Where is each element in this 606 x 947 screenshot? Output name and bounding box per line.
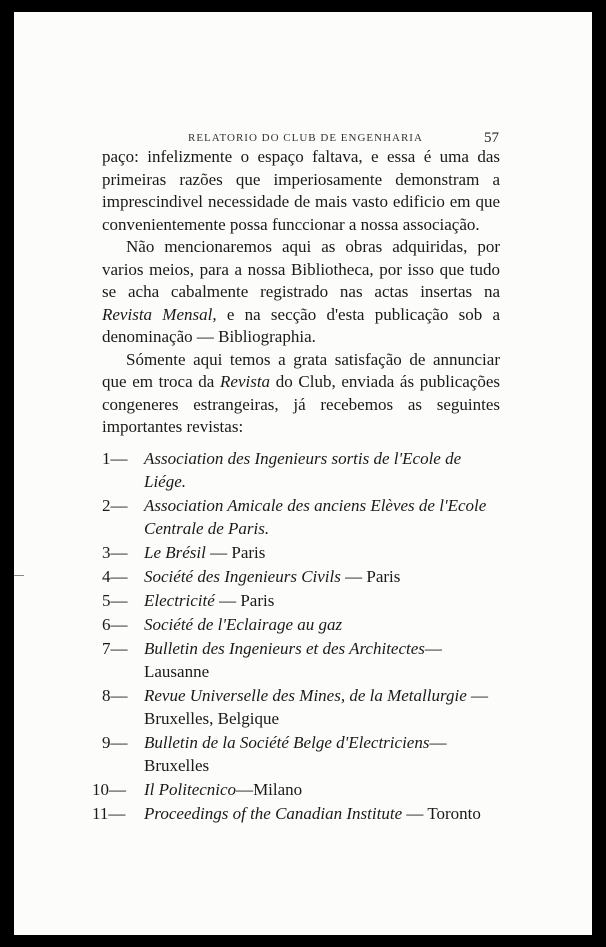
paragraph-2: Não mencionaremos aqui as obras adquiridas, por varios meios, para a nossa Bibliotheca, por isso que tudo se acha cabalmente registrado nas actas insertas na Revista Mensal, e na secção d'esta publicação sob a denominação — Bibliographia. [102,237,500,346]
list-item: 4— Société des Ingenieurs Civils — Paris [102,566,401,586]
page-number: 57 [484,130,499,146]
list-item: 1— Association des Ingenieurs sortis de l'Ecole de Liége. [102,448,462,491]
paragraph-3: Sómente aqui temos a grata satisfação de annunciar que em troca da Revista do Club, enviada ás publicações congeneres estrangeiras, já recebemos as seguintes importantes revistas: [102,349,500,436]
body-text [92,146,500,826]
margin-mark [14,575,24,576]
list-item: 9— Bulletin de la Société Belge d'Electriciens—Bruxelles [102,732,447,775]
list-item: 3— Le Brésil — Paris [102,542,266,562]
running-head: RELATORIO DO CLUB DE ENGENHARIA [188,132,423,144]
list-item: 11— Proceedings of the Canadian Institute — Toronto [92,803,481,823]
journal-list [92,447,500,825]
journal-title: Revista [220,372,271,391]
list-item: 10— Il Politecnico—Milano [92,779,303,799]
book-page [14,12,592,935]
list-item: 6— Société de l'Eclairage au gaz [102,614,343,634]
paragraph-1: paço: infelizmente o espaço faltava, e essa é uma das primeiras razões que imperiosamente demonstram a imprescindivel necessidade de mais vasto edificio em que convenientemente possa funccionar a nossa associação. [102,147,500,234]
list-item: 8— Revue Universelle des Mines, de la Metallurgie — Bruxelles, Belgique [102,685,488,728]
list-item: 5— Electricité — Paris [102,590,275,610]
list-item: 7— Bulletin des Ingenieurs et des Architectes— Lausanne [102,638,442,681]
list-item: 2— Association Amicale des anciens Elèves de l'Ecole Centrale de Paris. [102,495,487,538]
journal-title: Revista Mensal, [102,304,217,324]
